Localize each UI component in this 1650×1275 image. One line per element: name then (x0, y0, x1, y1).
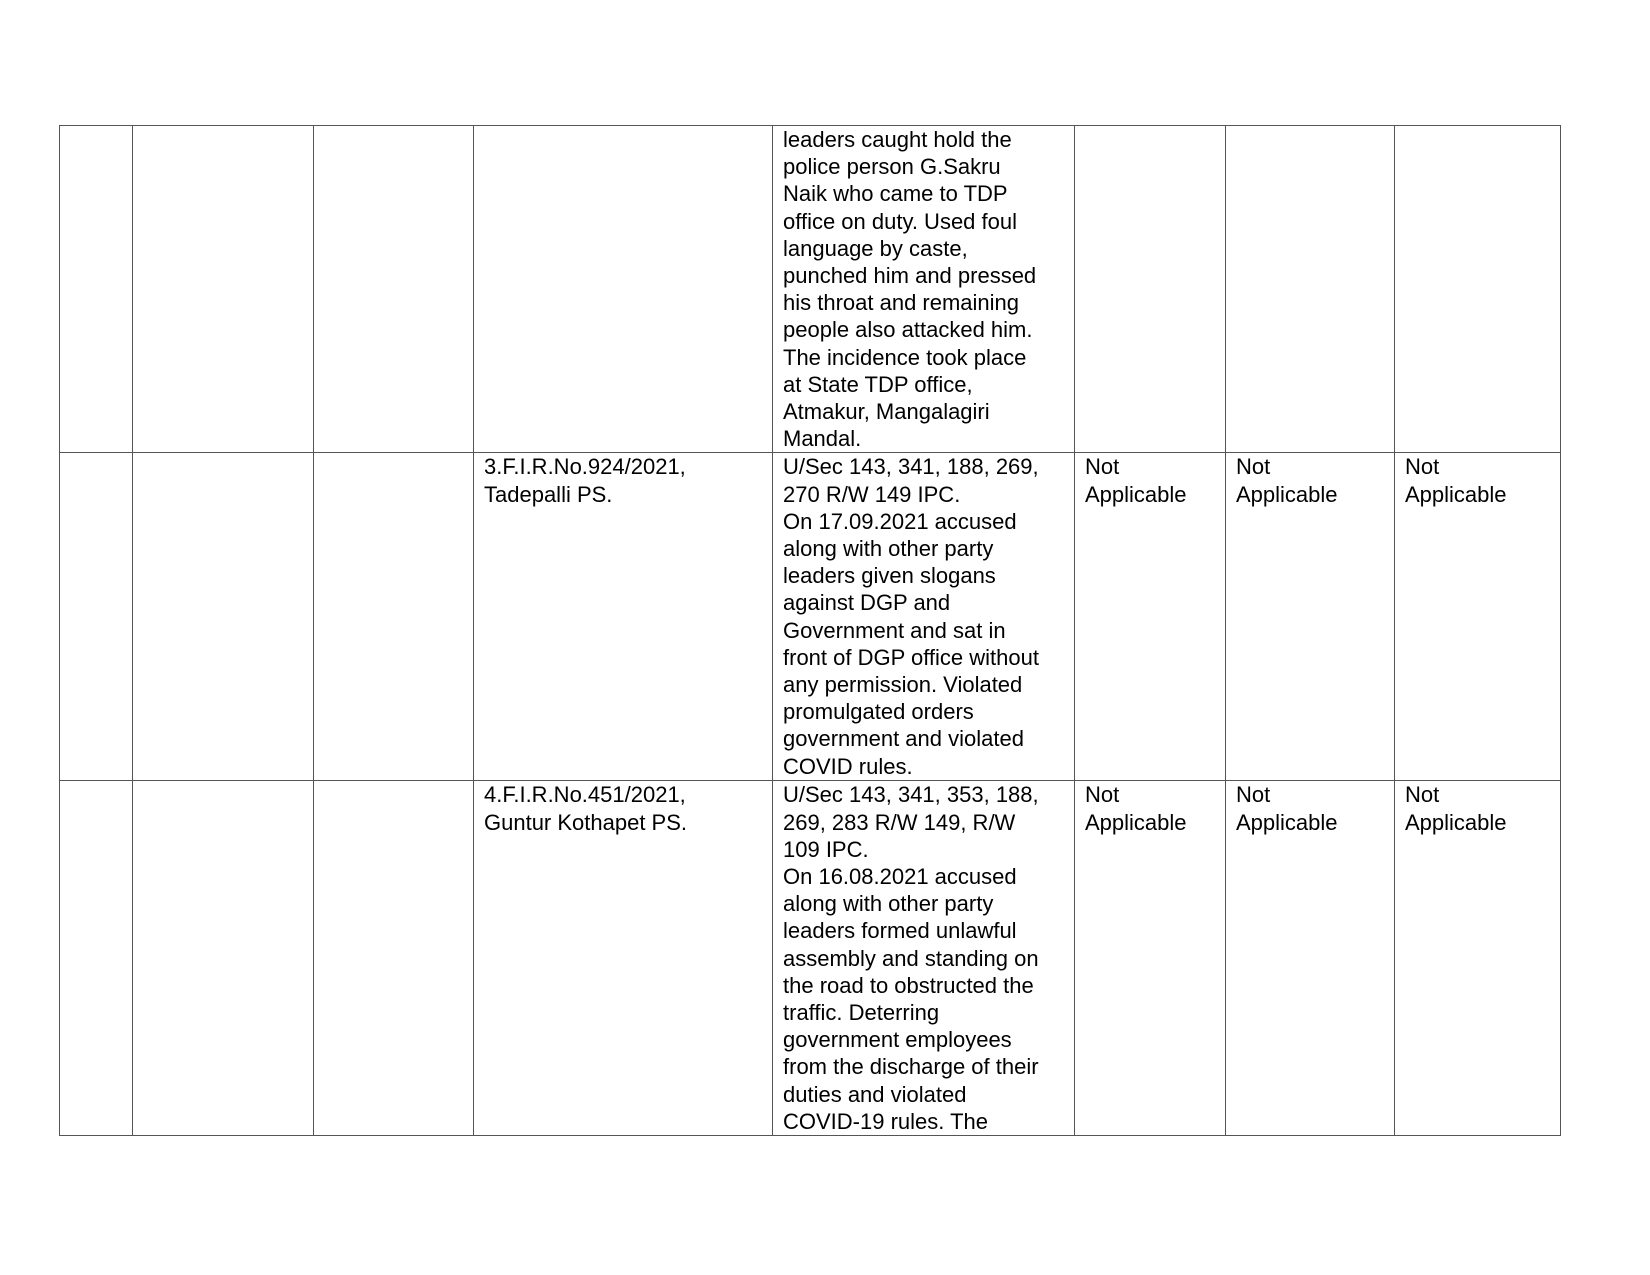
cell-name (133, 126, 314, 453)
table-row (60, 126, 1561, 453)
cell-serial (60, 781, 133, 1136)
cell-status-3: Not Applicable (1395, 781, 1561, 1136)
cell-status-2: Not Applicable (1226, 453, 1395, 781)
table-row (60, 453, 1561, 781)
cell-sections-and-description: leaders caught hold the police person G.Sakru Naik who came to TDP office on duty. Used foul language by caste, punched him and pressed his throat and remaining people also attacked him. The incidence took place at State TDP office, Atmakur, Mangalagiri Mandal. (773, 126, 1075, 453)
cell-details (314, 781, 474, 1136)
cell-sections-and-description: U/Sec 143, 341, 353, 188, 269, 283 R/W 149, R/W 109 IPC. On 16.08.2021 accused along with other party leaders formed unlawful assembly and standing on the road to obstructed the traffic. Deterring government employees from the discharge of their duties and violated COVID-19 rules. The (773, 781, 1075, 1136)
cell-name (133, 781, 314, 1136)
case-details-table (59, 125, 1561, 1136)
cell-status-3 (1395, 126, 1561, 453)
cell-serial (60, 453, 133, 781)
cell-status-3: Not Applicable (1395, 453, 1561, 781)
table-row (60, 781, 1561, 1136)
cell-name (133, 453, 314, 781)
cell-fir-number (474, 126, 773, 453)
cell-status-1: Not Applicable (1075, 781, 1226, 1136)
cell-serial (60, 126, 133, 453)
cell-details (314, 453, 474, 781)
cell-sections-and-description: U/Sec 143, 341, 188, 269, 270 R/W 149 IPC. On 17.09.2021 accused along with other party leaders given slogans against DGP and Government and sat in front of DGP office without any permission. Violated promulgated orders government and violated COVID rules. (773, 453, 1075, 781)
cell-details (314, 126, 474, 453)
cell-status-1: Not Applicable (1075, 453, 1226, 781)
cell-status-1 (1075, 126, 1226, 453)
cell-fir-number: 3.F.I.R.No.924/2021, Tadepalli PS. (474, 453, 773, 781)
cell-status-2 (1226, 126, 1395, 453)
cell-fir-number: 4.F.I.R.No.451/2021, Guntur Kothapet PS. (474, 781, 773, 1136)
cell-status-2: Not Applicable (1226, 781, 1395, 1136)
